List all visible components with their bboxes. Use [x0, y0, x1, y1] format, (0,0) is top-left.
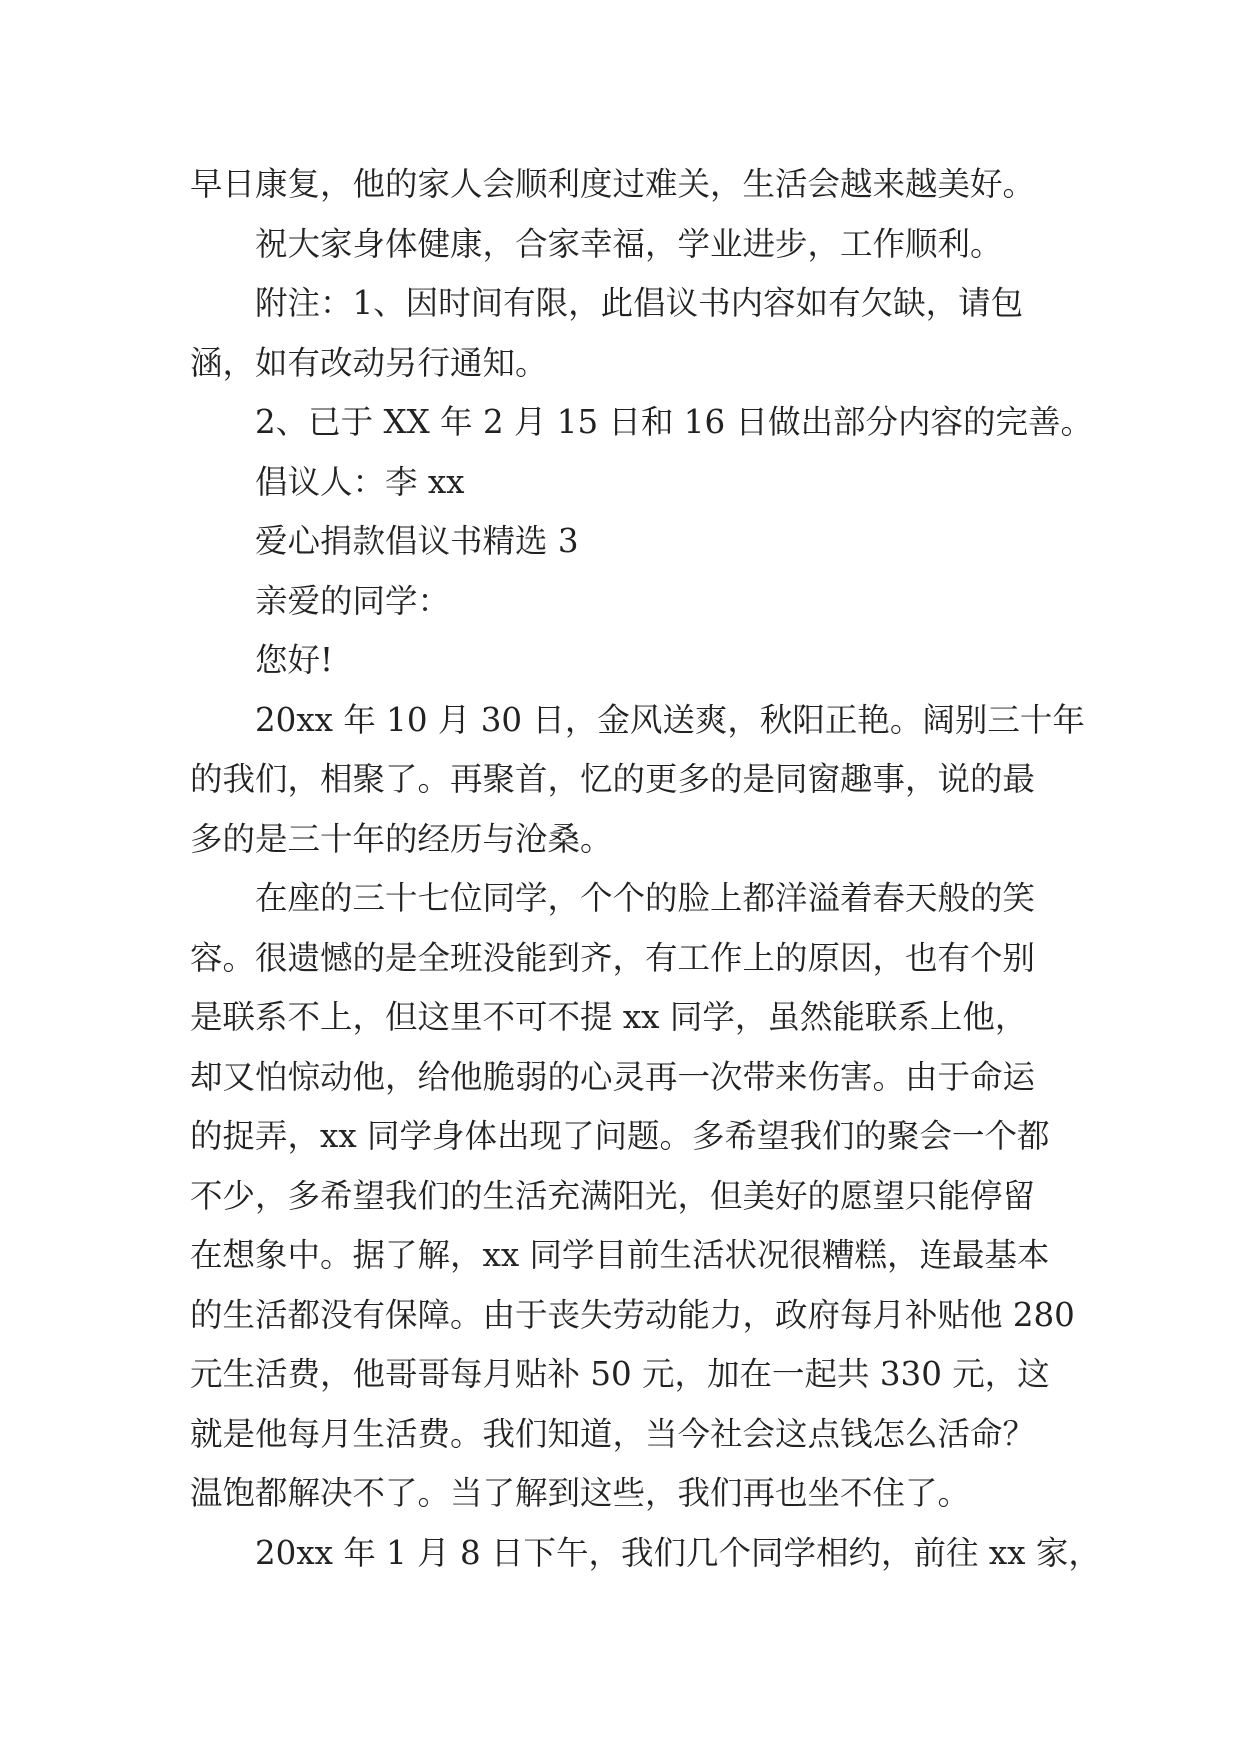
text-line: 就是他每月生活费。我们知道，当今社会这点钱怎么活命？	[190, 1414, 1036, 1453]
text-line: 温饱都解决不了。当了解到这些，我们再也坐不住了。	[190, 1474, 971, 1512]
text-line: 2、已于 XX 年 2 月 15 日和 16 日做出部分内容的完善。	[255, 403, 1093, 441]
text-line: 多的是三十年的经历与沧桑。	[190, 819, 613, 858]
document-body	[190, 155, 1101, 1583]
text-line: 元生活费，他哥哥每月贴补 50 元，加在一起共 330 元，这	[190, 1355, 1050, 1393]
text-line: 倡议人：李 xx	[255, 462, 465, 501]
text-line: 是联系不上，但这里不可不提 xx 同学，虽然能联系上他，	[190, 998, 1028, 1036]
text-line: 在想象中。据了解，xx 同学目前生活状况很糟糕，连最基本	[190, 1236, 1050, 1274]
text-line: 亲爱的同学：	[255, 581, 451, 620]
text-line: 附注：1、因时间有限，此倡议书内容如有欠缺，请包	[255, 284, 1024, 322]
text-line: 的我们，相聚了。再聚首，忆的更多的是同窗趣事，说的最	[190, 760, 1036, 798]
text-line: 的捉弄，xx 同学身体出现了问题。多希望我们的聚会一个都	[190, 1117, 1050, 1155]
text-line: 的生活都没有保障。由于丧失劳动能力，政府每月补贴他 280	[190, 1295, 1075, 1334]
text-line: 20xx 年 1 月 8 日下午，我们几个同学相约，前往 xx 家，	[255, 1533, 1101, 1572]
text-line: 祝大家身体健康，合家幸福，学业进步，工作顺利。	[255, 224, 1003, 263]
text-line: 您好!	[255, 641, 334, 679]
text-line: 不少，多希望我们的生活充满阳光，但美好的愿望只能停留	[190, 1176, 1036, 1215]
text-line: 在座的三十七位同学，个个的脸上都洋溢着春天般的笑	[255, 879, 1036, 917]
text-line: 爱心捐款倡议书精选 3	[255, 522, 579, 560]
text-line: 20xx 年 10 月 30 日，金风送爽，秋阳正艳。阔别三十年	[255, 700, 1085, 739]
text-line: 却又怕惊动他，给他脆弱的心灵再一次带来伤害。由于命运	[190, 1057, 1036, 1096]
text-line: 涵，如有改动另行通知。	[190, 343, 548, 382]
text-line: 早日康复，他的家人会顺利度过难关，生活会越来越美好。	[190, 165, 1036, 203]
text-line: 容。很遗憾的是全班没能到齐，有工作上的原因，也有个别	[190, 938, 1036, 977]
